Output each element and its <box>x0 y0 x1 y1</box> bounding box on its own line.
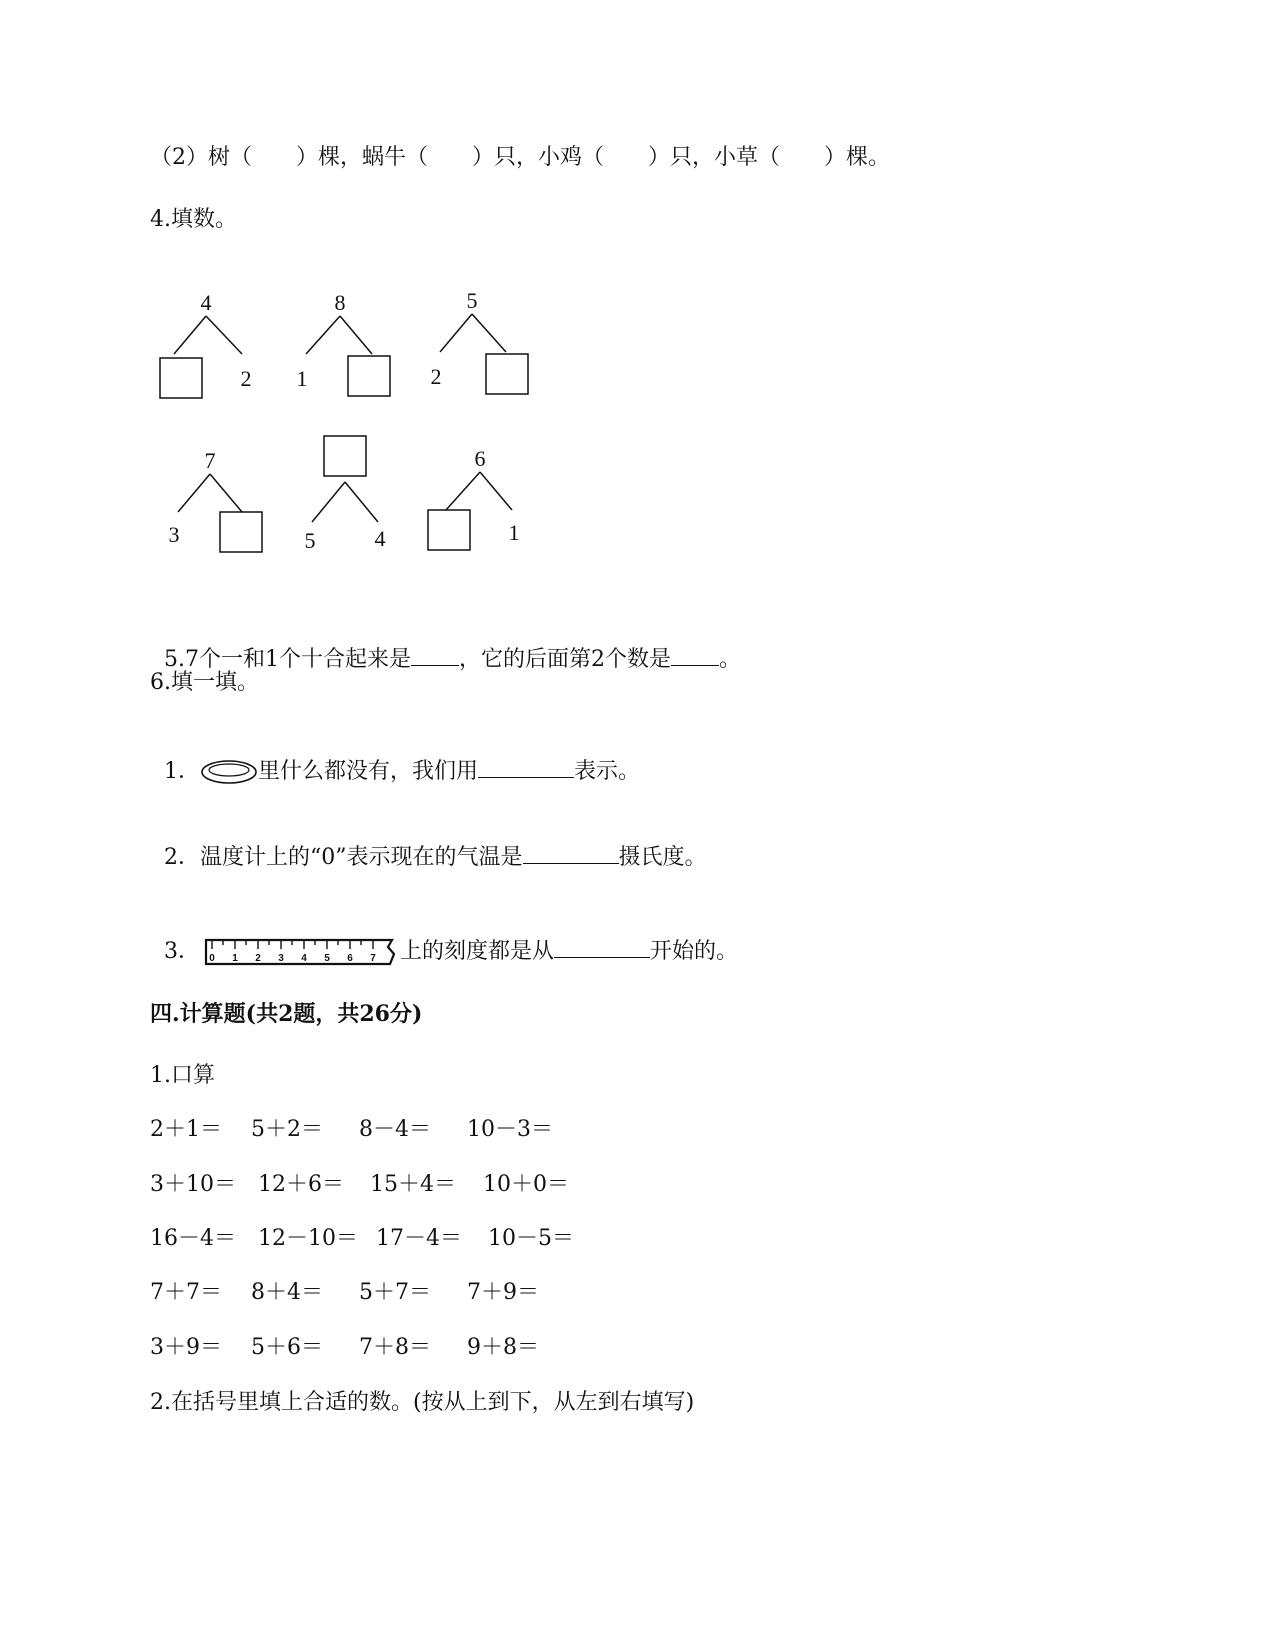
calc-row-3 <box>150 1224 574 1254</box>
calc-item: 17－4＝ <box>376 1226 462 1251</box>
tree5-top-box[interactable] <box>324 436 366 476</box>
q6-item1-blank[interactable] <box>478 755 574 778</box>
q6-item2-end: 摄氏度。 <box>618 845 707 870</box>
tree4-top: 7 <box>204 448 216 473</box>
tree2-right-box[interactable] <box>348 356 390 396</box>
q6-item3-end: 开始的。 <box>650 939 739 964</box>
bond-tree-5 <box>305 436 386 553</box>
ruler-tick-7: 7 <box>370 953 376 964</box>
calc-item: 12＋6＝ <box>258 1172 344 1197</box>
q5-part-b: ，它的后面第2个数是 <box>459 647 671 672</box>
q6-item3 <box>150 905 738 967</box>
q6-item3-text: 上的刻度都是从 <box>400 939 555 964</box>
calc-item: 7＋7＝ <box>150 1280 222 1305</box>
tree6-left-box[interactable] <box>428 510 470 550</box>
calc-item: 10－5＝ <box>488 1226 574 1251</box>
section4-title: 四.计算题(共2题，共26分) <box>150 1001 423 1027</box>
q6-item2-text: 温度计上的“0”表示现在的气温是 <box>200 845 523 870</box>
q6-item1-num: 1． <box>164 759 200 784</box>
ruler-tick-3: 3 <box>278 953 284 964</box>
ruler-tick-1: 1 <box>232 953 238 964</box>
calc-row-1 <box>150 1115 553 1145</box>
calc-item: 3＋10＝ <box>150 1172 236 1197</box>
calc-item: 5＋7＝ <box>359 1280 431 1305</box>
bond-tree-3 <box>431 290 529 394</box>
ruler-tick-5: 5 <box>324 953 330 964</box>
q6-item2 <box>150 811 707 873</box>
q6-item1-end: 表示。 <box>574 759 641 784</box>
q4-title: 4.填数。 <box>150 207 237 232</box>
q5-part-c: 。 <box>719 647 742 672</box>
calc-item: 10－3＝ <box>467 1117 553 1142</box>
tree1-left-box[interactable] <box>160 358 202 398</box>
calc-item: 5＋6＝ <box>251 1335 323 1360</box>
q3-part2: （2）树（ ）棵，蜗牛（ ）只，小鸡（ ）只，小草（ ）棵。 <box>150 145 890 170</box>
ruler-icon <box>200 937 400 967</box>
tree4-right-box[interactable] <box>220 512 262 552</box>
tree3-right-box[interactable] <box>486 354 528 394</box>
calc-item: 15＋4＝ <box>370 1172 456 1197</box>
calc-row-2 <box>150 1170 569 1200</box>
ruler-tick-2: 2 <box>255 953 261 964</box>
calc-row-4 <box>150 1278 539 1308</box>
calc-item: 8＋4＝ <box>251 1280 323 1305</box>
q6-item2-num: 2． <box>164 845 200 870</box>
q5 <box>150 613 741 675</box>
calc-item: 7＋9＝ <box>467 1280 539 1305</box>
tree6-right: 1 <box>508 520 520 545</box>
q6-title: 6.填一填。 <box>150 670 259 695</box>
bond-tree-2 <box>297 290 391 396</box>
calc-item: 7＋8＝ <box>359 1335 431 1360</box>
calc-item: 5＋2＝ <box>251 1117 323 1142</box>
calc-item: 8－4＝ <box>359 1117 431 1142</box>
tree3-left: 2 <box>430 364 442 389</box>
ruler-tick-6: 6 <box>347 953 353 964</box>
tree2-top: 8 <box>334 290 346 315</box>
calc-item: 10＋0＝ <box>483 1172 569 1197</box>
calc-item: 9＋8＝ <box>467 1335 539 1360</box>
calc-item: 16－4＝ <box>150 1226 236 1251</box>
calc-row-5 <box>150 1333 539 1363</box>
bond-tree-1 <box>160 290 252 398</box>
tree1-right: 2 <box>240 366 252 391</box>
q6-item3-num: 3． <box>164 939 200 964</box>
q6-item1 <box>150 725 640 787</box>
tree5-right: 4 <box>374 526 386 551</box>
bond-tree-6 <box>428 446 520 550</box>
q6-item3-blank[interactable] <box>554 935 650 958</box>
calc-item: 3＋9＝ <box>150 1335 222 1360</box>
calc-q2-title: 2.在括号里填上合适的数。(按从上到下，从左到右填写) <box>150 1390 695 1415</box>
ruler-tick-4: 4 <box>301 953 307 964</box>
tree3-top: 5 <box>466 290 478 313</box>
ruler-tick-0: 0 <box>209 953 215 964</box>
bond-tree-4 <box>169 448 263 552</box>
tree2-left: 1 <box>296 366 308 391</box>
tree6-top: 6 <box>474 446 486 471</box>
calc-item: 2＋1＝ <box>150 1117 222 1142</box>
number-bond-diagrams <box>150 290 550 570</box>
q5-blank-1[interactable] <box>411 643 459 666</box>
tree5-left: 5 <box>304 528 316 553</box>
calc-q1-title: 1.口算 <box>150 1063 215 1088</box>
calc-item: 12－10＝ <box>258 1226 358 1251</box>
q6-item2-blank[interactable] <box>523 841 619 864</box>
q5-part-a: 5.7个一和1个十合起来是 <box>164 647 411 672</box>
plate-icon <box>200 758 258 786</box>
q5-blank-2[interactable] <box>671 643 719 666</box>
tree4-left: 3 <box>168 522 180 547</box>
q6-item1-text: 里什么都没有，我们用 <box>258 759 479 784</box>
tree1-top: 4 <box>200 290 212 315</box>
